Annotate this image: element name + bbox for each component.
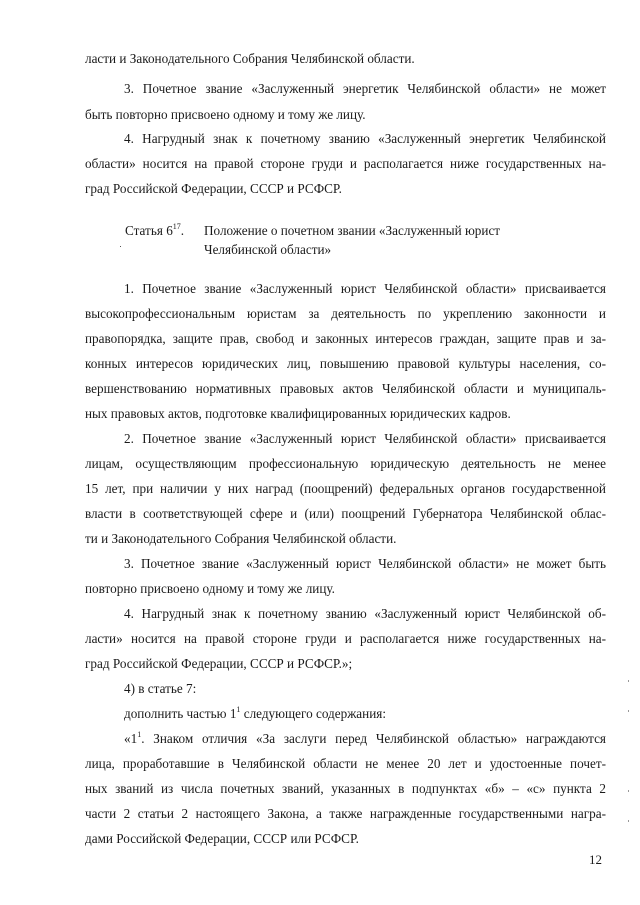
scan-speck	[628, 680, 629, 682]
article-suffix: .	[180, 223, 185, 238]
scan-speck	[120, 246, 121, 247]
article-superscript: 17	[172, 222, 181, 231]
text-line: власти в соответствующей сфере и (или) поощрений Губернатора Челябинской облас-	[85, 506, 606, 521]
text-line: конных интересов юридических лиц, повышению правовой культуры населения, со-	[85, 356, 606, 371]
text-line: 4. Нагрудный знак к почетному званию «Заслуженный юрист Челябинской об-	[124, 606, 606, 621]
text-fragment: . Знаком отличия «За заслуги перед Челябинской областью» награждаются	[141, 731, 606, 746]
text-line: лицам, осуществляющим профессиональную юридическую деятельность не менее	[85, 456, 606, 471]
text-line: части 2 статьи 2 настоящего Закона, а также награжденные государственными награ-	[85, 806, 606, 821]
text-line: град Российской Федерации, СССР и РСФСР.»;	[85, 656, 353, 671]
text-line: правопорядка, защите прав, свобод и законных интересов граждан, защите прав и за-	[85, 331, 606, 346]
text-line: 2. Почетное звание «Заслуженный юрист Челябинской области» присваивается	[124, 431, 606, 446]
text-line: 4. Нагрудный знак к почетному званию «Заслуженный энергетик Челябинской	[124, 131, 606, 146]
text-line: 15 лет, при наличии у них наград (поощрений) федеральных органов государственной	[85, 481, 606, 496]
text-line: высокопрофессиональным юристам за деятельность по укреплению законности и	[85, 306, 606, 321]
scan-speck	[628, 710, 629, 712]
superscript: 1	[236, 705, 241, 714]
page-number: 12	[589, 852, 602, 867]
text-line: 3. Почетное звание «Заслуженный энергетик Челябинской области» не может	[124, 81, 606, 96]
text-line: области» носится на правой стороне груди и располагается ниже государственных на-	[85, 156, 606, 171]
article-label: Статья 6	[125, 223, 173, 238]
text-line: 4) в статье 7:	[124, 681, 197, 696]
text-line: повторно присвоено одному и тому же лицу.	[85, 581, 335, 596]
text-line: град Российской Федерации, СССР и РСФСР.	[85, 181, 342, 196]
text-line: дами Российской Федерации, СССР или РСФСР.	[85, 831, 359, 846]
text-line: ласти и Законодательного Собрания Челябинской области.	[85, 51, 415, 66]
text-line: ласти» носится на правой стороне груди и располагается ниже государственных на-	[85, 631, 606, 646]
text-line: 1. Почетное звание «Заслуженный юрист Челябинской области» присваивается	[124, 281, 606, 296]
article-title-line-1: Положение о почетном звании «Заслуженный юрист	[204, 223, 501, 238]
text-line: вершенствованию нормативных правовых актов Челябинской области и муниципаль-	[85, 381, 606, 396]
text-line	[124, 705, 386, 723]
article-number	[125, 222, 184, 240]
text-fragment: «1	[124, 731, 138, 746]
text-line: ти и Законодательного Собрания Челябинской области.	[85, 531, 397, 546]
superscript: 1	[137, 730, 142, 739]
text-line: 3. Почетное звание «Заслуженный юрист Челябинской области» не может быть	[124, 556, 606, 571]
text-fragment: следующего содержания:	[240, 706, 386, 721]
text-fragment: дополнить частью 1	[124, 706, 237, 721]
text-line: ных званий из числа почетных званий, указанных в подпунктах «б» – «с» пункта 2	[85, 781, 606, 796]
scan-speck	[628, 790, 629, 792]
text-line: ных правовых актов, подготовке квалифицированных юридических кадров.	[85, 406, 511, 421]
text-line: лица, проработавшие в Челябинской области не менее 20 лет и удостоенные почет-	[85, 756, 606, 771]
text-line: быть повторно присвоено одному и тому же лицу.	[85, 107, 366, 122]
scan-speck	[628, 820, 629, 822]
article-title-line-2: Челябинской области»	[204, 242, 332, 257]
text-line	[124, 730, 606, 748]
